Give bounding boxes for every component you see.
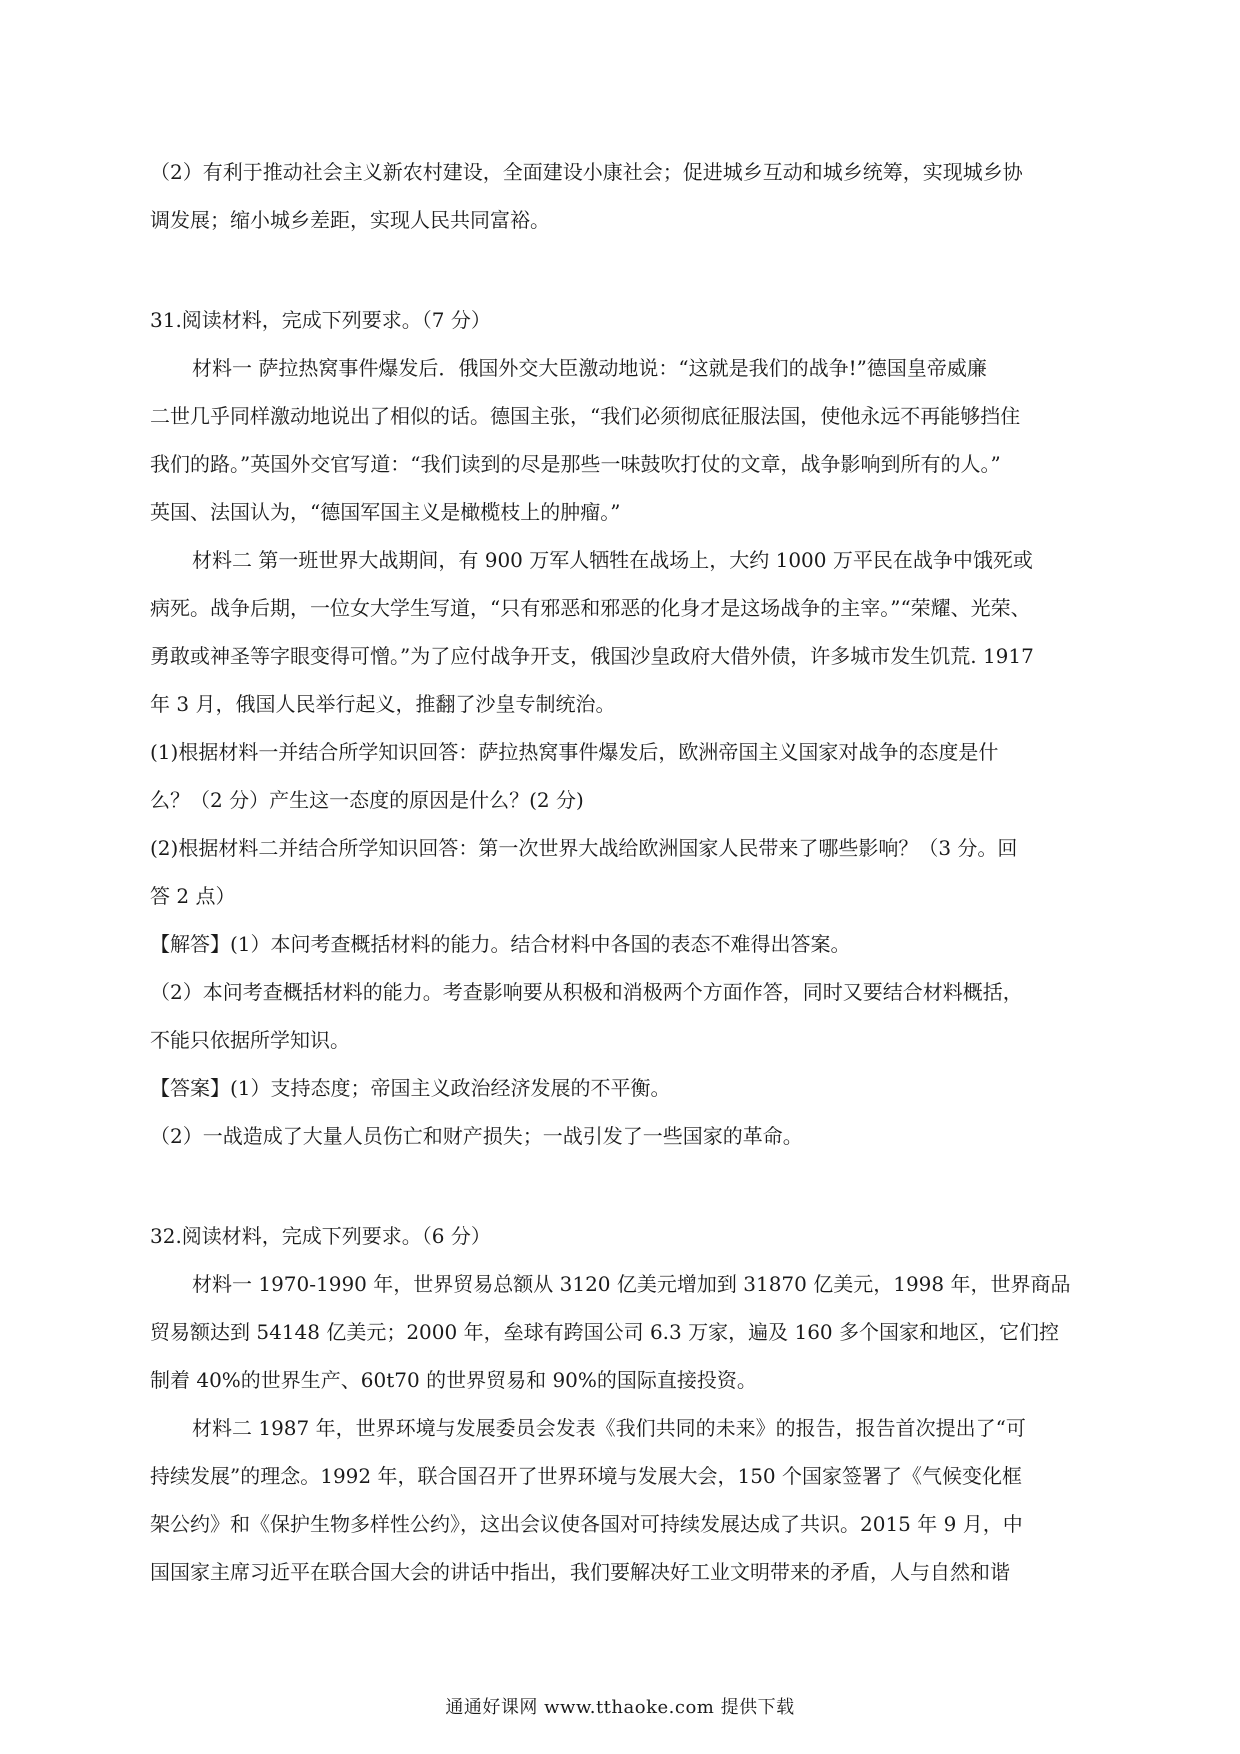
material-two bbox=[150, 536, 1095, 728]
text-line: 勇敢或神圣等字眼变得可憎。”为了应付战争开支，俄国沙皇政府大借外债，许多城市发生饥荒. 1917 bbox=[150, 644, 1034, 668]
text-line: 答 2 点） bbox=[150, 884, 236, 908]
text-line: 年 3 月，俄国人民举行起义，推翻了沙皇专制统治。 bbox=[150, 692, 616, 716]
text-line: (1)根据材料一并结合所学知识回答：萨拉热窝事件爆发后，欧洲帝国主义国家对战争的态度是什 bbox=[150, 740, 999, 764]
text-line: 我们的路。”英国外交官写道：“我们读到的尽是那些一味鼓吹打仗的文章，战争影响到所有的人。” bbox=[150, 452, 1001, 476]
question-31 bbox=[150, 296, 1095, 1160]
text-line: 英国、法国认为，“德国军国主义是橄榄枝上的肿瘤。” bbox=[150, 500, 621, 524]
text-line: (2)根据材料二并结合所学知识回答：第一次世界大战给欧洲国家人民带来了哪些影响？（3 分。回 bbox=[150, 836, 1018, 860]
sub-question-2 bbox=[150, 824, 1095, 920]
question-title: 32.阅读材料，完成下列要求。（6 分） bbox=[150, 1224, 491, 1248]
text-line: 【解答】(1）本问考查概括材料的能力。结合材料中各国的表态不难得出答案。 bbox=[150, 932, 851, 956]
text-line: （2）有利于推动社会主义新农村建设，全面建设小康社会；促进城乡互动和城乡统筹，实现城乡协 bbox=[150, 160, 1023, 184]
sub-question-1 bbox=[150, 728, 1095, 824]
text-line: 二世几乎同样激动地说出了相似的话。德国主张，“我们必须彻底征服法国，使他永远不再能够挡住 bbox=[150, 404, 1021, 428]
section-gap bbox=[150, 244, 1095, 296]
material-one bbox=[150, 1260, 1095, 1404]
text-line: 调发展；缩小城乡差距，实现人民共同富裕。 bbox=[150, 208, 550, 232]
answer-block bbox=[150, 1064, 1095, 1160]
text-line: 材料一 1970-1990 年，世界贸易总额从 3120 亿美元增加到 31870 亿美元，1998 年，世界商品 bbox=[192, 1272, 1071, 1296]
text-line: （2）一战造成了大量人员伤亡和财产损失；一战引发了一些国家的革命。 bbox=[150, 1124, 803, 1148]
material-two bbox=[150, 1404, 1095, 1596]
text-line: 不能只依据所学知识。 bbox=[150, 1028, 350, 1052]
text-line: 贸易额达到 54148 亿美元；2000 年，垒球有跨国公司 6.3 万家，遍及 160 多个国家和地区，它们控 bbox=[150, 1320, 1060, 1344]
text-line: 么？（2 分）产生这一态度的原因是什么？(2 分) bbox=[150, 788, 584, 812]
section-gap bbox=[150, 1160, 1095, 1212]
text-line: 病死。战争后期，一位女大学生写道，“只有邪恶和邪恶的化身才是这场战争的主宰。”“荣耀、光荣、 bbox=[150, 596, 1031, 620]
text-line: 持续发展”的理念。1992 年，联合国召开了世界环境与发展大会，150 个国家签署了《气候变化框 bbox=[150, 1464, 1023, 1488]
q30-answer-continuation bbox=[150, 148, 1095, 244]
text-line: （2）本问考查概括材料的能力。考查影响要从积极和消极两个方面作答，同时又要结合材料概括， bbox=[150, 980, 1023, 1004]
page-footer: 通通好课网 www.tthaoke.com 提供下载 bbox=[445, 1697, 795, 1718]
text-line: 材料二 1987 年，世界环境与发展委员会发表《我们共同的未来》的报告，报告首次提出了“可 bbox=[192, 1416, 1026, 1440]
analysis-block bbox=[150, 920, 1095, 1064]
text-line: 材料一 萨拉热窝事件爆发后．俄国外交大臣激动地说：“这就是我们的战争!”德国皇帝威廉 bbox=[192, 356, 987, 380]
page-content bbox=[150, 148, 1095, 1596]
text-line: 制着 40%的世界生产、60t70 的世界贸易和 90%的国际直接投资。 bbox=[150, 1368, 757, 1392]
question-32 bbox=[150, 1212, 1095, 1596]
text-line: 材料二 第一班世界大战期间，有 900 万军人牺牲在战场上，大约 1000 万平民在战争中饿死或 bbox=[192, 548, 1033, 572]
text-line: 【答案】(1）支持态度；帝国主义政治经济发展的不平衡。 bbox=[150, 1076, 671, 1100]
material-one bbox=[150, 344, 1095, 536]
text-line: 架公约》和《保护生物多样性公约》，这出会议使各国对可持续发展达成了共识。2015 年 9 月，中 bbox=[150, 1512, 1023, 1536]
question-title: 31.阅读材料，完成下列要求。（7 分） bbox=[150, 308, 491, 332]
text-line: 国国家主席习近平在联合国大会的讲话中指出，我们要解决好工业文明带来的矛盾，人与自然和谐 bbox=[150, 1560, 1010, 1584]
